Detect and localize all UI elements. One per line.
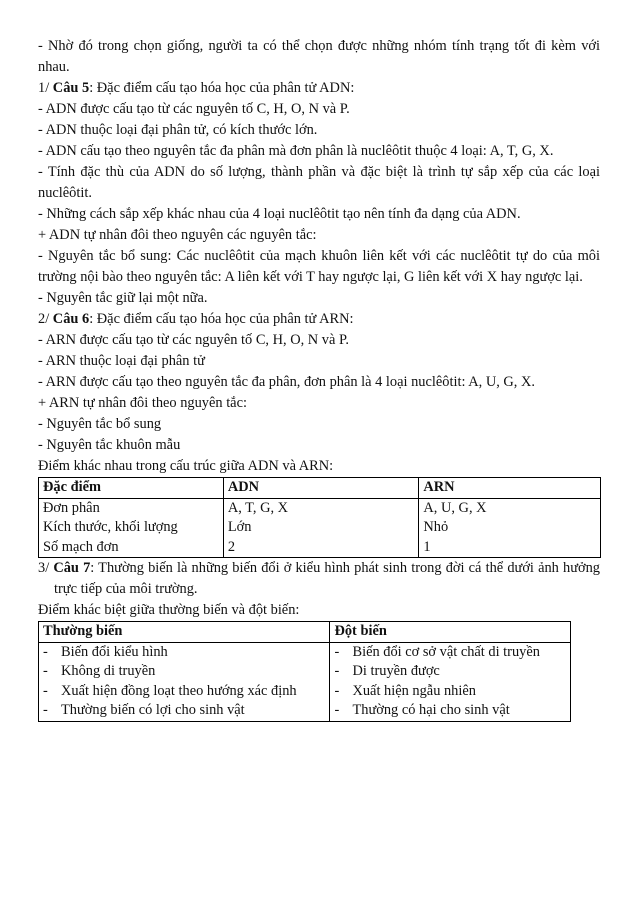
list-item	[334, 662, 566, 682]
question-7-number: 3/	[38, 560, 54, 576]
question-7-paragraph	[38, 558, 600, 600]
list-item-text: Không di truyền	[61, 663, 156, 679]
list-item	[334, 701, 566, 721]
adn-replication-line: + ADN tự nhân đôi theo nguyên các nguyên tắc:	[38, 227, 317, 243]
question-6-number: 2/	[38, 311, 53, 327]
question-5-number: 1/	[38, 80, 53, 96]
question-6-text: : Đặc điểm cấu tạo hóa học của phân tử ARN:	[89, 311, 354, 327]
list-item-text: Di truyền được	[352, 663, 440, 679]
table-row	[39, 498, 601, 518]
table-cell: 1	[419, 538, 601, 558]
list-item-text: Xuất hiện đồng loạt theo hướng xác định	[61, 682, 297, 699]
table-row	[39, 642, 571, 721]
arn-template-line: - Nguyên tắc khuôn mẫu	[38, 437, 181, 453]
document-page	[38, 36, 600, 722]
question-7-label: Câu 7	[53, 560, 91, 576]
modification-mutation-table	[38, 621, 571, 722]
list-item-text: Thường có hại cho sinh vật	[352, 702, 510, 718]
comparison-intro-line: Điểm khác nhau trong cấu trúc giữa ADN và ARN:	[38, 458, 334, 474]
complementary-principle-paragraph: - Nguyên tắc bổ sung: Các nuclêôtit của mạch khuôn liên kết với các nuclêôtit tự do của môi trường nội bào theo nguyên tắc: A liên kết với T hay ngược lại, G liên kết với X hay ngược lại.	[38, 248, 600, 285]
semi-conservative-line: - Nguyên tắc giữ lại một nữa.	[38, 290, 208, 306]
dash-marker: -	[43, 682, 48, 699]
table-header-cell: ADN	[223, 478, 419, 499]
list-item-text: Thường biến có lợi cho sinh vật	[61, 702, 245, 718]
dash-marker: -	[334, 663, 340, 679]
table-header-cell: Đột biến	[330, 622, 571, 643]
list-item	[43, 701, 325, 721]
question-5-heading	[38, 78, 600, 99]
list-item	[43, 643, 325, 663]
adn-macromolecule-line: - ADN thuộc loại đại phân tử, có kích thước lớn.	[38, 122, 318, 138]
table-cell: Kích thước, khối lượng	[43, 519, 178, 535]
list-item	[43, 662, 325, 682]
dash-marker: -	[43, 702, 48, 718]
table-header-row	[39, 622, 571, 643]
dash-marker: -	[334, 643, 340, 660]
table-header-row	[39, 478, 601, 499]
table-cell: Đơn phân	[43, 499, 100, 516]
arn-polymer-line: - ARN được cấu tạo theo nguyên tắc đa phân, đơn phân là 4 loại nuclêôtit: A, U, G, X.	[38, 374, 535, 390]
list-item	[43, 682, 325, 702]
mutation-list-cell	[330, 642, 571, 721]
table-cell: A, U, G, X	[419, 498, 601, 518]
list-item-text: Biến đổi cơ sở vật chất di truyền	[352, 643, 540, 660]
table-cell: A, T, G, X	[223, 498, 419, 518]
table-row	[39, 518, 601, 538]
list-item-text: Xuất hiện ngẫu nhiên	[352, 682, 476, 699]
list-item	[334, 643, 566, 663]
modification-list-cell	[39, 642, 330, 721]
list-item	[334, 682, 566, 702]
table-cell: Nhỏ	[419, 518, 601, 538]
paragraph-selection-note: - Nhờ đó trong chọn giống, người ta có thể chọn được những nhóm tính trạng tốt đi kèm với nhau.	[38, 38, 600, 75]
question-7-text: : Thường biến là những biến đổi ở kiểu hình phát sinh trong đời cá thể dưới ảnh hưởng trực tiếp của môi trường.	[54, 560, 600, 597]
adn-arn-comparison-table	[38, 477, 601, 558]
table-cell: Số mạch đơn	[43, 538, 119, 555]
table-cell: 2	[223, 538, 419, 558]
dash-marker: -	[334, 702, 340, 718]
dash-marker: -	[334, 682, 340, 699]
table-header-cell: Đặc điểm	[39, 478, 224, 499]
adn-diversity-line: - Những cách sắp xếp khác nhau của 4 loại nuclêôtit tạo nên tính đa dạng của ADN.	[38, 206, 521, 222]
arn-macromolecule-line: - ARN thuộc loại đại phân tử	[38, 353, 205, 369]
dash-marker: -	[43, 663, 48, 679]
question-5-text: : Đặc điểm cấu tạo hóa học của phân tử ADN:	[89, 80, 355, 96]
arn-complementary-line: - Nguyên tắc bổ sung	[38, 416, 162, 432]
table-cell: Lớn	[223, 518, 419, 538]
question-5-label: Câu 5	[52, 80, 90, 96]
adn-elements-line: - ADN được cấu tạo từ các nguyên tố C, H, O, N và P.	[38, 101, 350, 117]
table-header-cell: ARN	[419, 478, 601, 499]
arn-elements-line: - ARN được cấu tạo từ các nguyên tố C, H, O, N và P.	[38, 332, 349, 348]
adn-specificity-paragraph: - Tính đặc thù của ADN do số lượng, thành phần và đặc biệt là trình tự sắp xếp của các loại nuclêôtit.	[38, 164, 600, 201]
arn-replication-line: + ARN tự nhân đôi theo nguyên tắc:	[38, 395, 247, 411]
dash-marker: -	[43, 643, 48, 660]
adn-polymer-line: - ADN cấu tạo theo nguyên tắc đa phân mà đơn phân là nuclêôtit thuộc 4 loại: A, T, G, X.	[38, 143, 554, 159]
table-row	[39, 538, 601, 558]
table-header-cell: Thường biến	[39, 622, 330, 643]
question-6-heading	[38, 309, 600, 330]
question-6-label: Câu 6	[52, 311, 90, 327]
list-item-text: Biến đổi kiểu hình	[61, 643, 168, 660]
variation-comparison-intro: Điểm khác biệt giữa thường biến và đột biến:	[38, 602, 300, 618]
